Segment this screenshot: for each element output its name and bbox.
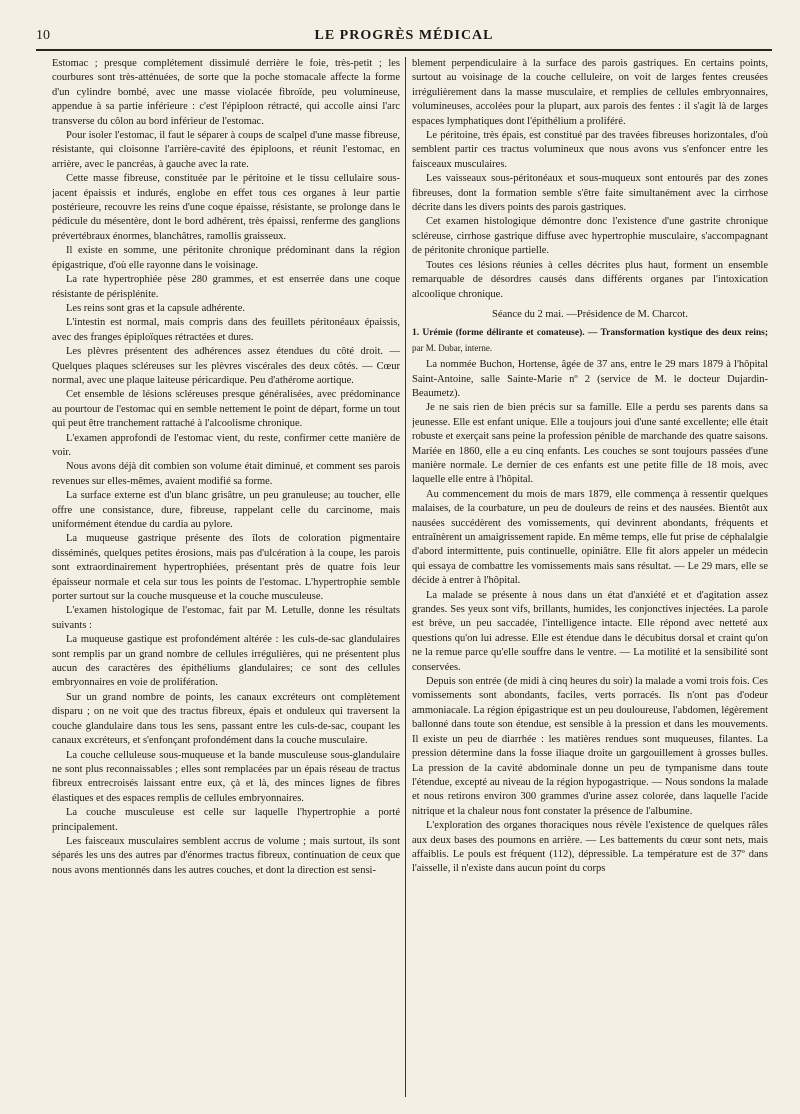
paragraph: La muqueuse gastrique présente des îlots de coloration pigmentaire disséminés, quelques petites érosions, mais pas d'ulcération à la coupe, les parois sont extraordinairement hypertrophiées, présentant près de quatre fois leur épaisseur normale et cela sur tous les points de l'estomac. L'hypertrophie semble porter surtout sur la couche musqueuse et la couche musculeuse.	[52, 533, 400, 603]
paragraph: La surface externe est d'un blanc grisâtre, un peu granuleuse; au toucher, elle offre une consistance, dure, fibreuse, rappelant celle du carcinome, mais uniformément étendue du cardia au pylore.	[52, 490, 400, 530]
paragraph: Sur un grand nombre de points, les canaux excréteurs ont complètement disparu ; on ne voit que des tractus fibreux, épais et onduleux qui traversent la couche glandulaire dans tous les sens, passant entre les culs-de-sac, coupant les canaux excréteurs, et s'enfonçant profondément dans la couche musculaire.	[52, 691, 400, 747]
paragraph: Au commencement du mois de mars 1879, elle commença à ressentir quelques malaises, de la courbature, un peu de douleurs de reins et des nausées. Bientôt aux nausées succédèrent des vomissements, qui devinrent abondants, fréquents et entraînèrent un amaigrissement rapide. En même temps, elle fut prise de céphalalgie d'abord intermittente, puis continuelle, opiniâtre. Elle fit alors appeler un médecin qui essaya de combattre les vomissements mais sans résultat. — Le 29 mars, elle se décide à entrer à l'hôpital.	[412, 488, 768, 587]
paragraph: Cet examen histologique démontre donc l'existence d'une gastrite chronique scléreuse, cirrhose gastrique diffuse avec hypertrophie musculaire, s'accompagnant de péritonite chronique partielle.	[412, 216, 768, 257]
column-divider	[405, 57, 406, 1097]
paragraph: Les reins sont gras et la capsule adhérente.	[66, 302, 246, 314]
paragraph: Cette masse fibreuse, constituée par le péritoine et le tissu cellulaire sous-jacent épaissis et indurés, englobe en effet tous ces organes à leur partie postérieure, recouvre les reins d'une coque épaisse, résistante, se prolonge dans le pédicule du mésentère, dont le bord adhérent, très épaissi, renferme des ganglions prévertébraux énormes, blanchâtres, ramollis graisseux.	[52, 173, 400, 242]
paragraph: L'exploration des organes thoraciques nous révèle l'existence de quelques râles aux deux bases des poumons en arrière. — Les battements du cœur sont nets, mais affaiblis. Le pouls est fréquent (112), dépressible. La température est de 37º dans l'aisselle, il n'existe dans aucun point du corps	[412, 820, 768, 875]
paragraph: La muqueuse gastique est profondément altérée : les culs-de-sac glandulaires sont remplis par un grand nombre de cellules irrégulières, qui ne présentent plus aucun des caractères des épithéliums glandulaires; ce sont des cellules embryonnaires en voie de prolifération.	[52, 634, 400, 689]
paragraph: La malade se présente à nous dans un état d'anxiété et et d'agitation assez grandes. Ses yeux sont vifs, brillants, humides, les conjonctives injectées. La parole est brève, un peu saccadée, l'intelligence intacte. Elle répond avec netteté aux questions qu'on lui adresse. Elle est étendue dans le décubitus dorsal et craint qu'on ne la remue parce qu'elle souffre dans le ventre. — La motilité et la sensibilité sont conservées.	[412, 589, 768, 673]
header-rule	[36, 49, 772, 51]
paragraph: La couche musculeuse est celle sur laquelle l'hypertrophie a porté principalement.	[52, 807, 400, 833]
paragraph: Pour isoler l'estomac, il faut le séparer à coups de scalpel d'une masse fibreuse, résistante, qui cloisonne l'arrière-cavité des épiploons, et réunit l'estomac, en arrière, avec le pancréas, à gauche avec la rate.	[52, 130, 400, 170]
paragraph: Les plèvres présentent des adhérences assez étendues du côté droit. — Quelques plaques scléreuses sur les plèvres viscérales des deux côtés. — Cœur normal, avec une plaque laiteuse péricardique. Peu d'athérome aortique.	[52, 346, 400, 386]
paragraph: Le péritoine, très épais, est constitué par des travées fibreuses horizontales, d'où semblent partir ces tractus volumineux que nous avons vus s'enfoncer entre les faisceaux musculaires.	[412, 130, 768, 170]
paragraph: L'intestin est normal, mais compris dans des feuillets péritonéaux épaissis, avec des franges épiploïques rétractées et dures.	[52, 317, 400, 343]
paragraph: Toutes ces lésions réunies à celles décrites plus haut, forment un ensemble remarquable de désordres causés dans différents organes par l'intoxication alcoolique chronique.	[412, 259, 768, 300]
paragraph: La rate hypertrophiée pèse 280 grammes, et est enserrée dans une coque résistante de périsplénite.	[52, 274, 400, 300]
paragraph: Il existe en somme, une péritonite chronique prédominant dans la région épigastrique, d'où elle rayonne dans le voisinage.	[52, 245, 400, 271]
paragraph: Nous avons déjà dit combien son volume était diminué, et comment ses parois revenues sur elles-mêmes, avaient modifié sa forme.	[52, 461, 400, 487]
running-title: LE PROGRÈS MÉDICAL	[314, 28, 494, 43]
case-heading	[412, 326, 768, 356]
paragraph: La nommée Buchon, Hortense, âgée de 37 ans, entre le 29 mars 1879 à l'hôpital Saint-Antoine, salle Sainte-Marie nº 2 (service de M. le docteur Dujardin-Beaumetz).	[412, 359, 768, 399]
paragraph: La couche celluleuse sous-muqueuse et la bande musculeuse sous-glandulaire ne sont plus reconnaissables ; elles sont remplacées par un épais réseau de tractus fibreux entrecroisés laissant entre eux, çà et là, des minces lignes de fibres élastiques et des espaces remplis de cellules embryonnaires.	[52, 749, 400, 804]
session-heading: Séance du 2 mai. —Présidence de M. Charcot.	[492, 308, 688, 320]
paragraph: blement perpendiculaire à la surface des parois gastriques. En certains points, surtout au voisinage de la couche celluleire, on voit de larges fentes creusées irrégulièrement dans la masse musculaire, et remplies de cellules embryonnaires, volumineuses, accolées pour la plupart, aux parois des fentes : il s'agit là de larges espaces lymphatiques dont l'épithélium a proliféré.	[412, 58, 768, 127]
paragraph: Les faisceaux musculaires semblent accrus de volume ; mais surtout, ils sont séparés les uns des autres par d'énormes tractus fibreux, continuation de ceux que nous avons mentionnés dans les autres couches, et dont la direction est sensi-	[52, 835, 400, 876]
paragraph: Les vaisseaux sous-péritonéaux et sous-muqueux sont entourés par des zones fibreuses, dont la formation semble s'être faite simultanément avec la cirrhose décrite dans les divers points des parois gastriques.	[412, 173, 768, 214]
paragraph: L'examen approfondi de l'estomac vient, du reste, confirmer cette manière de voir.	[52, 432, 400, 458]
paragraph: Estomac ; presque complétement dissimulé derrière le foie, très-petit ; les courbures sont très-atténuées, de sorte que la poche stomacale affecte la forme d'un cylindre bombé, avec une masse violacée fibroïde, peu volumineuse, appendue à sa partie inférieure : c'est l'épiploon rétracté, qui accolle ainsi l'arc transverse du côlon au bord inférieur de l'estomac.	[52, 58, 400, 127]
paragraph: Je ne sais rien de bien précis sur sa famille. Elle a perdu ses parents dans sa jeunesse. Elle est enfant unique. Elle a toujours joui d'une santé excellente; elle était robuste et exerçait sans peine la profession pénible de marchande des quatre saisons. Mariée en 1860, elle a eu cinq enfants. Les couches se sont toujours passées d'une manière normale. Le dernier de ces enfants est une petite fille de 18 mois, avec laquelle elle entre à l'hôpital.	[412, 402, 768, 486]
page-header	[36, 28, 772, 50]
right-column	[412, 57, 768, 1097]
case-author: par M. Dubar, interne.	[412, 342, 493, 353]
paragraph: Depuis son entrée (de midi à cinq heures du soir) la malade a vomi trois fois. Ces vomissements sont abondants, faciles, verts porracés. Ils n'ont pas d'odeur ammoniacale. La région épigastrique est un peu douloureuse, l'abdomen, légèrement ballonné dans toute son étendue, est sensible à la pression et dans les mouvements. Il existe un peu de diarrhée : les matières rendues sont muqueuses, filantes. La pression détermine dans la fosse iliaque droite un gargouillement à grosses bulles. La pression de la cavité abdominale donne un peu de tympanisme dans toute l'étendue, excepté au niveau de la région hypogastrique. — Nous sondons la malade et nous retirons environ 300 grammes d'urine assez colorée, dans laquelle l'acide nitrique et la chaleur nous font constater la présence de l'albumine.	[412, 676, 768, 817]
case-title: 1. Urémie (forme délirante et comateuse). — Transformation kystique des deux reins;	[412, 328, 768, 339]
left-column	[52, 57, 400, 1097]
paragraph: L'examen histologique de l'estomac, fait par M. Letulle, donne les résultats suivants :	[52, 605, 400, 631]
page-number: 10	[36, 28, 50, 43]
paragraph: Cet ensemble de lésions scléreuses presque généralisées, avec prédominance au pourtour de l'estomac qui en semble nettement le point de départ, forme un tout qui peut être tranchement rattaché à l'alcoolisme chronique.	[52, 389, 400, 430]
